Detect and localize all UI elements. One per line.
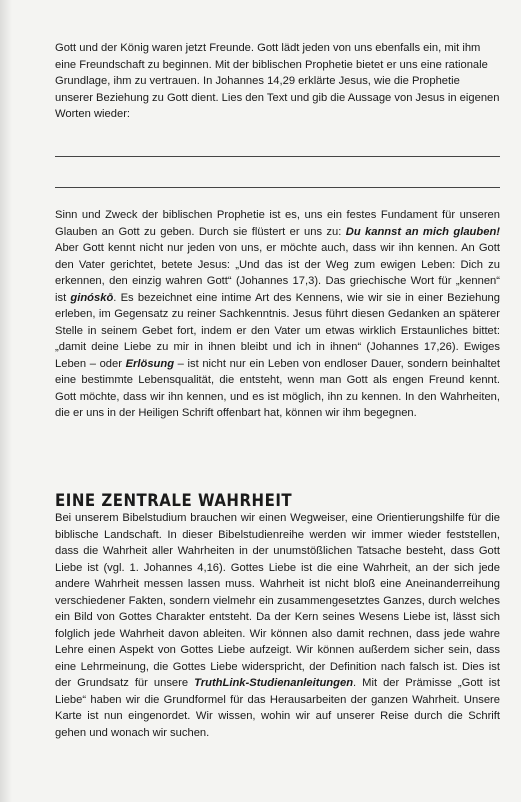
purpose-emphasis-2: ginóskō [70, 291, 114, 304]
answer-line-1[interactable] [55, 156, 500, 157]
section-emphasis-1: TruthLink-Studienanleitungen [194, 677, 354, 689]
purpose-paragraph [55, 207, 500, 422]
answer-line-2[interactable] [55, 187, 500, 188]
purpose-text-3: . Es bezeichnet eine intime Art des Kennens, wie wir sie in einer Beziehung erleben, im Gegensatz zu reiner Sachkenntnis. Jesus führt diesen Gedanken an späterer Stelle in seinem Gebet fort, indem er den Vater um etwas wirklich Erstaunliches bittet: „damit deine Liebe zu mir in ihnen bleibt und ich in ihnen“ (Johannes 17,26). Ewiges Leben – oder [55, 291, 500, 370]
purpose-text-4: – ist nicht nur ein Leben von endloser Dauer, sondern beinhaltet eine bestimmte Lebensqualität, die entsteht, wenn man Gott als engen Freund kennt. Gott möchte, dass wir ihn kennen, und es ist möglich, ihn zu kennen. In den Wahrheiten, die er uns in der Heiligen Schrift offenbart hat, können wir ihm begegnen. [55, 357, 500, 419]
section-text-2: . Mit der Prämisse „Gott ist Liebe“ haben wir die Grundformel für das Herausarbeiten der ganzen Wahrheit. Unsere Karte ist nun eingenordet. Wir wissen, wohin wir auf unserer Reise durch die Schrift gehen und wonach wir suchen. [55, 677, 500, 739]
purpose-emphasis-1: Du kannst an mich glauben! [345, 225, 501, 238]
section-heading: EINE ZENTRALE WAHRHEIT [55, 490, 293, 511]
intro-paragraph: Gott und der König waren jetzt Freunde. Gott lädt jeden von uns ebenfalls ein, mit ihm eine Freundschaft zu beginnen. Mit der biblischen Prophetie bietet er uns eine rationale Grundlage, ihm zu vertrauen. In Johannes 14,29 erklärte Jesus, wie die Prophetie unserer Beziehung zu Gott dient. Lies den Text und gib die Aussage von Jesus in eigenen Worten wieder: [55, 42, 500, 120]
section-text-1: Bei unserem Bibelstudium brauchen wir einen Wegweiser, eine Orientierungshilfe für die biblische Landschaft. In dieser Bibelstudienreihe werden wir immer wieder feststellen, dass die Wahrheit aller Wahrheiten in der unumstößlichen Tatsache besteht, dass Gott Liebe ist (vgl. 1. Johannes 4,16). Gottes Liebe ist die eine Wahrheit, an der sich jede andere Wahrheit messen lassen muss. Wahrheit ist nicht bloß eine Aneinanderreihung verschiedener Fakten, sondern vielmehr ein zusammengesetztes Ganzes, durch welches ein Bild von Gottes Charakter entsteht. Da der Kern seines Wesens Liebe ist, lässt sich folglich jede Wahrheit davon ableiten. Wir können also damit rechnen, dass jede wahre Lehre einen Aspekt von Gottes Liebe aufzeigt. Wir können außerdem sicher sein, dass eine Lehrmeinung, die Gottes Liebe widerspricht, der Definition nach falsch ist. Dies ist der Grundsatz für unsere [55, 512, 500, 689]
purpose-emphasis-3: Erlösung [125, 357, 175, 370]
section-paragraph [55, 510, 500, 741]
purpose-text-2: Aber Gott kennt nicht nur jeden von uns, er möchte auch, dass wir ihn kennen. An Gott den Vater gerichtet, betete Jesus: „Und das ist der Weg zum ewigen Leben: Dich zu erkennen, den einzig wahren Gott“ (Johannes 17,3). Das griechische Wort für „kennen“ ist [55, 242, 500, 304]
page-gutter-shadow [0, 0, 12, 802]
purpose-text-1: Sinn und Zweck der biblischen Prophetie ist es, uns ein festes Fundament für unseren Glauben an Gott zu geben. Durch sie flüstert er uns zu: [55, 209, 500, 238]
